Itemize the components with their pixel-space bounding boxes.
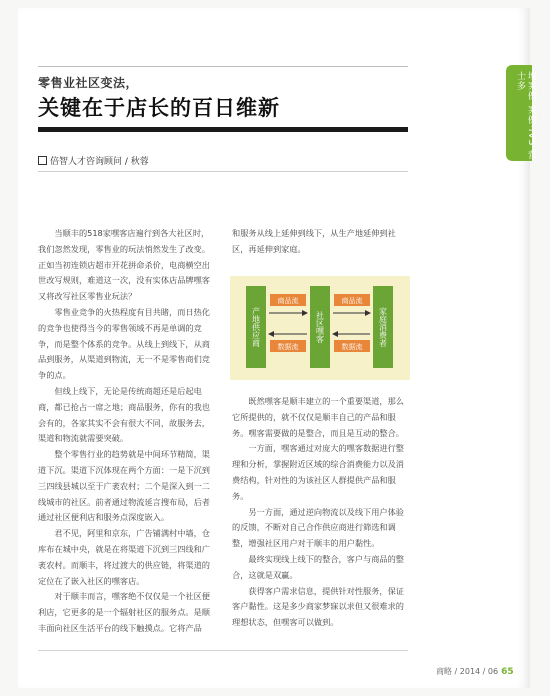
paragraph: 但线上线下，无论是传统商超还是后起电商，都已抢占一席之地；商品服务，你有的我也会有的，各家其实不会有很大不同，故服务去，渠道和物流就需要突破。 [38, 385, 210, 444]
flow-tag-label: 商品流 [341, 297, 363, 305]
top-rule [38, 66, 408, 67]
page-number: 65 [501, 667, 514, 677]
paragraph: 另一方面，通过逆向物流以及线下用户体验的反馈，不断对自己合作供应商进行筛选和调整，增强社区用户对于顺丰的用户黏性。 [232, 506, 404, 549]
paragraph: 零售业竞争的火热程度有目共睹，而日热化的竞争也使得当今的零售领域不再是单调的竞争，而是整个体系的竞争。从线上到线下，从商品到服务，从渠道到物流，无一不是零售商们竞争的点。 [38, 306, 210, 381]
flow-tag-label: 数据流 [341, 343, 363, 351]
community-label: 社区嘿客 [315, 311, 325, 343]
paragraph: 获得客户需求信息，提供针对性服务，保证客户黏性。这是多少商家梦寐以求但又很难求的理想状态，但嘿客可以做到。 [232, 585, 404, 628]
flow-diagram [230, 276, 410, 380]
page-footer [436, 666, 514, 677]
section-tab-label: 增案例 案例·IVS 营士多 [515, 71, 536, 161]
supplier-label: 产地供应商 [251, 307, 261, 347]
consumer-label: 家庭消费者 [378, 307, 388, 347]
right-column-top [232, 226, 408, 258]
paragraph: 既然嘿客是顺丰建立的一个重要渠道，那么它所提供的，就不仅仅是顺丰自己的产品和服务。嘿客需要做的是整合，而且是互动的整合。 [232, 396, 404, 438]
square-bullet-icon [38, 156, 47, 165]
title-bar [38, 127, 408, 132]
issue-info: 商略 / 2014 / 06 [436, 667, 499, 676]
left-column [38, 226, 214, 637]
byline-rule [38, 171, 408, 172]
paragraph: 君不见，阿里和京东，广告铺满村中墙，仓库布在城中央，就是在将渠道下沉到三四线和广袤农村。而顺丰，将过渡大的供应链，将渠道的定位在了嵌入社区的嘿客店。 [38, 528, 210, 586]
paragraph: 当顺丰的518家嘿客店遍行到各大社区时，我们忽然发现，零售业的玩法悄然发生了改变。正如当初连锁店超市开花拼命杀价，电商横空出世改写规则，难道这一次，没有实体店品牌嘿客又将改写社区零售业玩法？ [38, 228, 210, 302]
paragraph: 最终实现线上线下的整合，客户与商品的整合，这就是双赢。 [232, 553, 404, 580]
paragraph: 和服务从线上延伸到线下，从生产地延伸到社区，再延伸到家庭。 [232, 228, 396, 254]
flow-tag-label: 商品流 [277, 297, 299, 305]
right-column [232, 394, 408, 631]
footer-rule [38, 650, 408, 651]
flow-tag-label: 数据流 [277, 343, 299, 351]
author-byline [38, 154, 149, 167]
article-title: 关键在于店长的百日维新 [38, 96, 280, 120]
flow-diagram-svg [230, 276, 410, 380]
paragraph: 对于顺丰而言，嘿客绝不仅仅是一个社区便利店，它更多的是一个辐射社区的服务点。是顺丰面向社区生活平台的线下触摸点。它将产品 [38, 591, 210, 633]
paragraph: 一方面，嘿客通过对庞大的嘿客数据进行整理和分析，掌握附近区域的综合消费能力以及消费结构，针对性的为该社区人群提供产品和服务。 [232, 443, 404, 501]
article-subtitle: 零售业社区变法， [38, 76, 139, 90]
section-tab [506, 65, 536, 161]
author-text: 倍智人才咨询顾问 / 秋蓉 [50, 157, 149, 167]
paragraph: 整个零售行业的趋势就是中间环节精简，渠道下沉。渠道下沉体现在两个方面：一是下沉到三四线县城以至于广袤农村；二个是深入到一二线城市的社区。前者通过物流延言搜布局，后者通过社区便利店和服务点深度嵌入。 [38, 449, 210, 523]
